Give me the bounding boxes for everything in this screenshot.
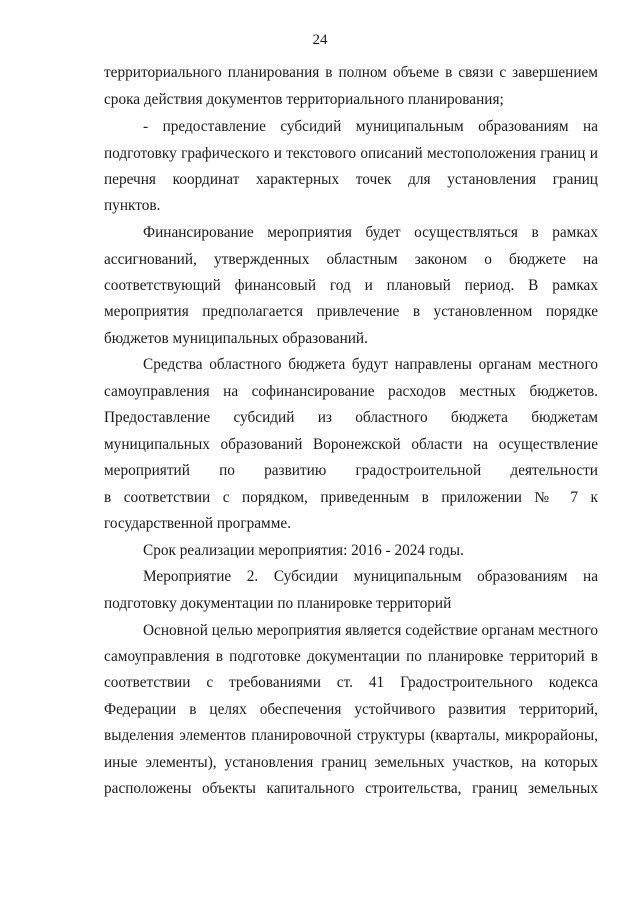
text-line: - предоставление субсидий муниципальным образованиям на <box>143 118 598 135</box>
text-line: соответствии с требованиями ст. 41 Градостроительного кодекса <box>104 674 598 691</box>
page-number: 24 <box>312 32 328 48</box>
text-line: бюджетов муниципальных образований. <box>104 330 368 347</box>
text-line: перечня координат характерных точек для установления границ <box>104 171 598 188</box>
text-line: подготовку графического и текстового описаний местоположения границ и <box>104 145 598 162</box>
text-line: ассигнований, утвержденных областным законом о бюджете на <box>104 251 598 268</box>
text-line: Предоставление субсидий из областного бюджета бюджетам <box>104 409 598 426</box>
text-line: пунктов. <box>104 197 161 214</box>
text-line: территориального планирования в полном объеме в связи с завершением <box>104 64 598 81</box>
text-line: Федерации в целях обеспечения устойчивого развития территорий, <box>104 701 598 718</box>
text-line: мероприятия предполагается привлечение в установленном порядке <box>104 303 598 320</box>
text-line: расположены объекты капитального строительства, границ земельных <box>104 780 598 797</box>
text-line: самоуправления в подготовке документации по планировке территорий в <box>104 648 598 665</box>
text-line: Мероприятие 2. Субсидии муниципальным образованиям на <box>143 568 598 585</box>
text-line: Финансирование мероприятия будет осуществляться в рамках <box>143 224 598 241</box>
text-line: государственной программе. <box>104 515 292 532</box>
text-line: иные элементы), установления границ земельных участков, на которых <box>104 754 598 771</box>
text-line: в соответствии с порядком, приведенным в приложении № 7 к <box>104 489 598 506</box>
text-line: подготовку документации по планировке территорий <box>104 595 452 612</box>
text-line: самоуправления на софинансирование расходов местных бюджетов. <box>104 383 598 400</box>
text-line: соответствующий финансовый год и плановый период. В рамках <box>104 277 598 294</box>
text-line: мероприятий по развитию градостроительной деятельности <box>104 462 598 479</box>
text-line: Срок реализации мероприятия: 2016 - 2024 годы. <box>143 542 464 559</box>
text-line: Средства областного бюджета будут направлены органам местного <box>143 356 598 373</box>
text-line: муниципальных образований Воронежской области на осуществление <box>104 436 598 453</box>
text-line: Основной целью мероприятия является содействие органам местного <box>143 622 598 639</box>
text-line: срока действия документов территориального планирования; <box>104 91 504 108</box>
text-line: выделения элементов планировочной структуры (кварталы, микрорайоны, <box>104 727 598 744</box>
